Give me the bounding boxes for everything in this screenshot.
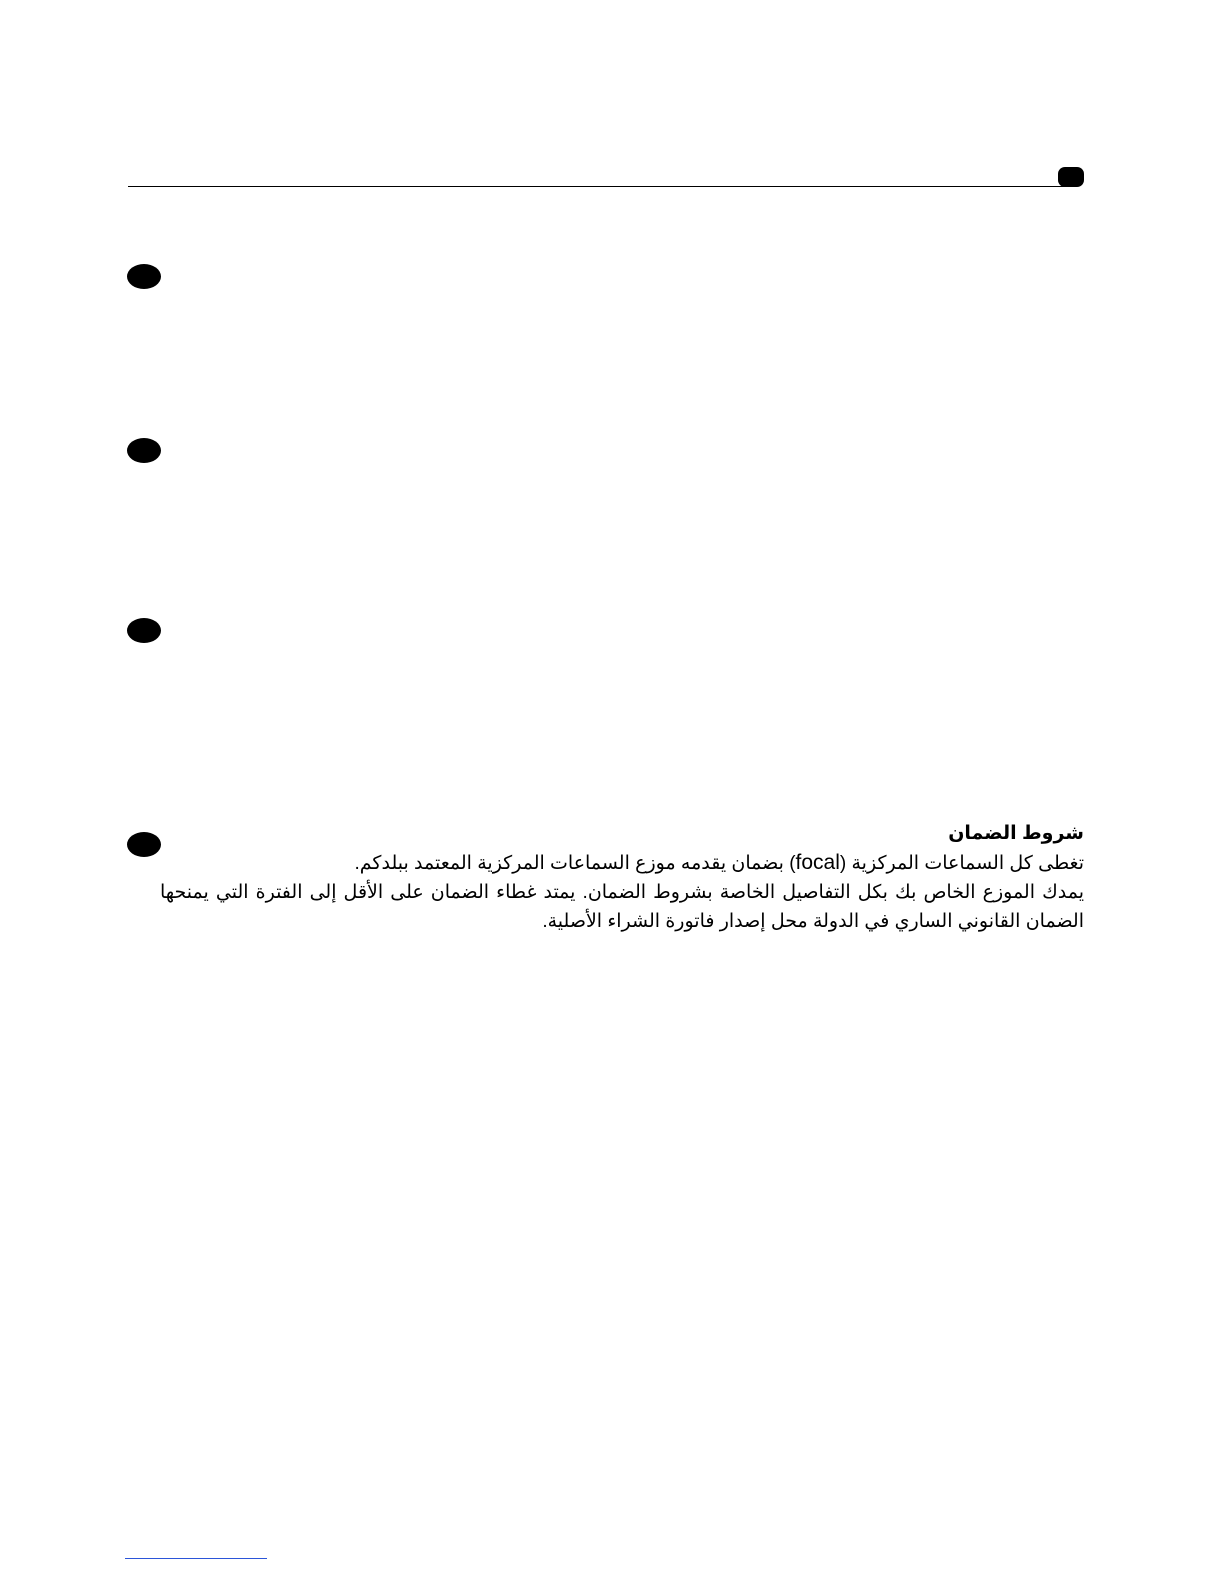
warranty-section: [160, 820, 1084, 936]
section-marker-2: [127, 438, 161, 463]
section-marker-4: [127, 832, 161, 857]
warranty-line-3: الضمان القانوني الساري في الدولة محل إصدار فاتورة الشراء الأصلية.: [542, 911, 1084, 932]
header-rule: [128, 186, 1068, 187]
section-marker-1: [127, 264, 161, 289]
warranty-line-2: يمدك الموزع الخاص بك بكل التفاصيل الخاصة بشروط الضمان. يمتد غطاء الضمان على الأقل إلى الفترة التي يمنحها: [160, 882, 1084, 903]
section-marker-3: [127, 618, 161, 643]
warranty-title: شروط الضمان: [948, 823, 1084, 844]
footnote-rule: [125, 1558, 267, 1559]
brand-name: focal: [795, 851, 840, 874]
warranty-line-1-end: ) بضمان يقدمه موزع السماعات المركزية المعتمد ببلدكم.: [354, 853, 796, 874]
page-tab-marker: [1058, 167, 1084, 187]
warranty-line-1-start: تغطى كل السماعات المركزية (: [839, 853, 1084, 874]
warranty-line-1: [160, 848, 1084, 878]
